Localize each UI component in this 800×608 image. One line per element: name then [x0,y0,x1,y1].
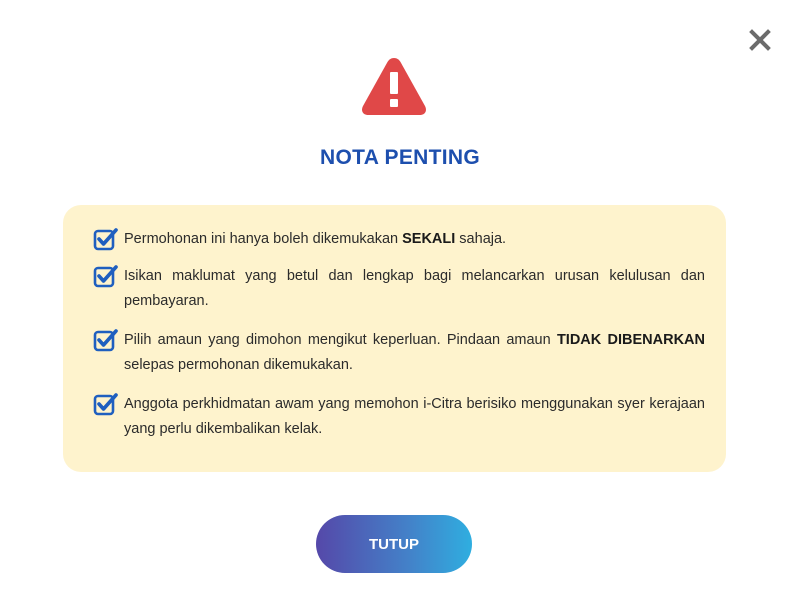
dialog-title: NOTA PENTING [320,146,480,169]
note-text-1: Permohonan ini hanya boleh dikemukakan SEKALI sahaja. [124,231,507,247]
tutup-button[interactable]: TUTUP [316,515,472,573]
checkbox-checked-icon [93,392,118,416]
checkbox-checked-icon [93,264,118,288]
checkbox-checked-icon [93,227,118,251]
note-item-2 [93,264,705,314]
note-item-3 [93,328,705,378]
note-item-1 [93,227,705,252]
warning-triangle-icon [359,54,429,118]
note-text-4: Anggota perkhidmatan awam yang memohon i-Citra berisiko menggunakan syer kerajaan yang perlu dikembalikan kelak. [124,396,705,437]
note-box [63,205,726,472]
checkbox-checked-icon [93,328,118,352]
close-button[interactable] [746,26,774,54]
note-text-2: Isikan maklumat yang betul dan lengkap bagi melancarkan urusan kelulusan dan pembayaran. [124,268,705,309]
close-icon [746,26,774,54]
note-item-4 [93,392,705,442]
note-text-3: Pilih amaun yang dimohon mengikut keperluan. Pindaan amaun TIDAK DIBENARKAN selepas permohonan dikemukakan. [124,332,705,373]
